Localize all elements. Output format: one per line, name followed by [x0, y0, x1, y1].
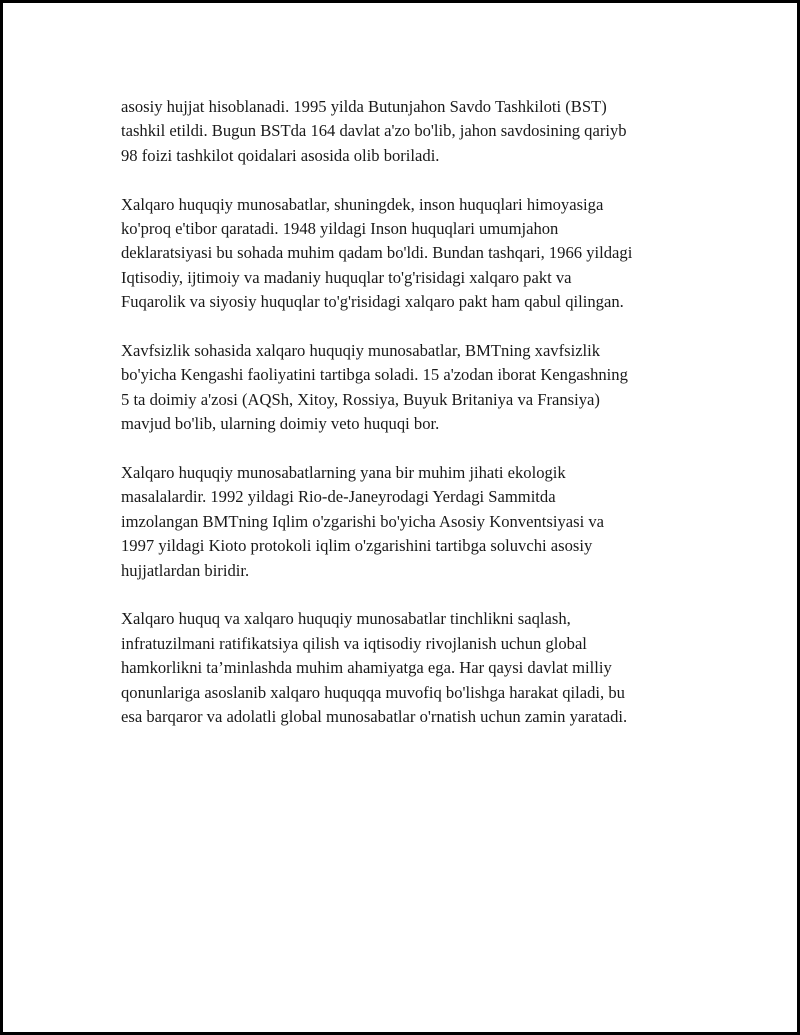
document-body [121, 95, 701, 754]
paragraph-security-council: Xavfsizlik sohasida xalqaro huquqiy munosabatlar, BMTning xavfsizlik bo'yicha Kengashi faoliyatini tartibga soladi. 15 a'zodan iborat Kengashning 5 ta doimiy a'zosi (AQSh, Xitoy, Rossiya, Buyuk Britaniya va Fransiya) mavjud bo'lib, ularning doimiy veto huquqi bor. [121, 341, 628, 434]
paragraph-ecology: Xalqaro huquqiy munosabatlarning yana bir muhim jihati ekologik masalalardir. 1992 yildagi Rio-de-Janeyrodagi Yerdagi Sammitda imzolangan BMTning Iqlim o'zgarishi bo'yicha Asosiy Konventsiyasi va 1997 yildagi Kioto protokoli iqlim o'zgarishini tartibga soluvchi asosiy hujjatlardan biridir. [121, 463, 604, 580]
paragraph-human-rights: Xalqaro huquqiy munosabatlar, shuningdek, inson huquqlari himoyasiga ko'proq e'tibor qaratadi. 1948 yildagi Inson huquqlari umumjahon deklaratsiyasi bu sohada muhim qadam bo'ldi. Bundan tashqari, 1966 yildagi Iqtisodiy, ijtimoiy va madaniy huquqlar to'g'risidagi xalqaro pakt va Fuqarolik va siyosiy huquqlar to'g'risidagi xalqaro pakt ham qabul qilingan. [121, 194, 633, 312]
paragraph-wto: asosiy hujjat hisoblanadi. 1995 yilda Butunjahon Savdo Tashkiloti (BST) tashkil etildi. Bugun BSTda 164 davlat a'zo bo'lib, jahon savdosining qariyb 98 foizi tashkilot qoidalari asosida olib boriladi. [121, 97, 627, 165]
paragraph-conclusion: Xalqaro huquq va xalqaro huquqiy munosabatlar tinchlikni saqlash, infratuzilmani ratifikatsiya qilish va iqtisodiy rivojlanish uchun global hamkorlikni ta’minlashda muhim ahamiyatga ega. Har qaysi davlat milliy qonunlariga asoslanib xalqaro huquqqa muvofiq bo'lishga harakat qiladi, bu esa barqaror va adolatli global munosabatlar o'rnatish uchun zamin yaratadi. [121, 609, 628, 727]
